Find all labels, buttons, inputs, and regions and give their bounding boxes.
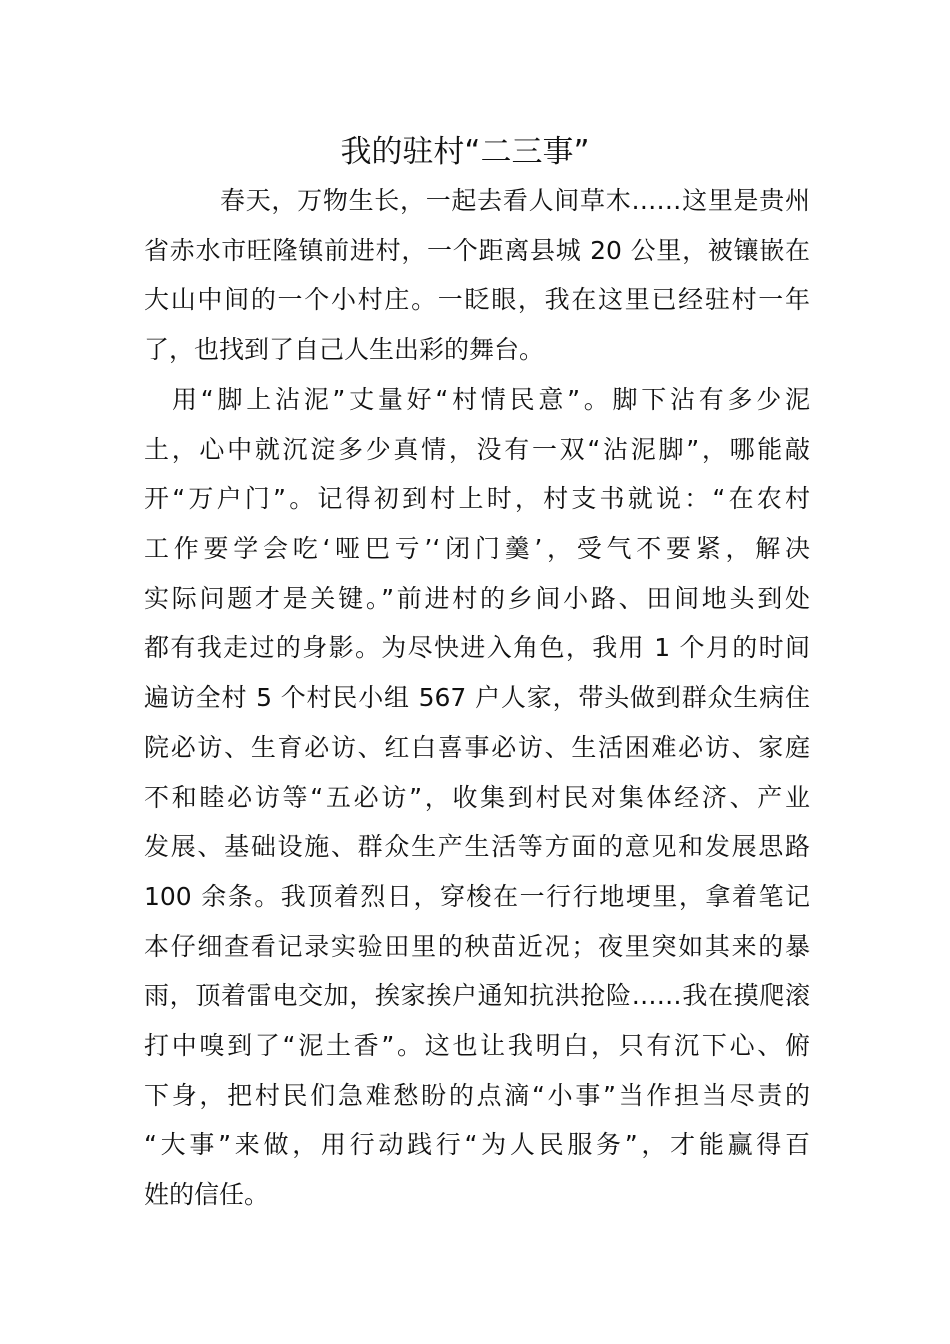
paragraph-line: 打中嗅到了“泥土香”。这也让我明白，只有沉下心、俯	[144, 1030, 810, 1060]
paragraph-line: 遍访全村 5 个村民小组 567 户人家，带头做到群众生病住	[144, 683, 810, 713]
paragraph-line: 院必访、生育必访、红白喜事必访、生活困难必访、家庭	[144, 732, 810, 762]
paragraph-line: “大事”来做，用行动践行“为人民服务”，才能赢得百	[144, 1130, 810, 1160]
paragraph-line: 土，心中就沉淀多少真情，没有一双“沾泥脚”，哪能敲	[144, 434, 810, 464]
paragraph-line: 雨，顶着雷电交加，挨家挨户通知抗洪抢险……我在摸爬滚	[144, 981, 810, 1011]
paragraph-main	[144, 375, 810, 1220]
paragraph-line: 了，也找到了自己人生出彩的舞台。	[144, 335, 545, 365]
paragraph-line: 实际问题才是关键。”前进村的乡间小路、田间地头到处	[144, 583, 810, 613]
paragraph-line: 100 余条。我顶着烈日，穿梭在一行行地埂里，拿着笔记	[144, 881, 810, 911]
paragraph-line: 发展、基础设施、群众生产生活等方面的意见和发展思路	[144, 832, 810, 862]
paragraph-line: 省赤水市旺隆镇前进村，一个距离县城 20 公里，被镶嵌在	[144, 235, 810, 265]
paragraph-intro	[144, 176, 810, 375]
paragraph-line: 本仔细查看记录实验田里的秧苗近况；夜里突如其来的暴	[144, 931, 810, 961]
paragraph-line: 大山中间的一个小村庄。一眨眼，我在这里已经驻村一年	[144, 285, 810, 315]
paragraph-line: 下身，把村民们急难愁盼的点滴“小事”当作担当尽责的	[144, 1080, 810, 1110]
paragraph-line: 不和睦必访等“五必访”，收集到村民对集体经济、产业	[144, 782, 810, 812]
paragraph-line: 工作要学会吃‘哑巴亏’‘闭门羹’，受气不要紧，解决	[144, 534, 810, 564]
paragraph-line: 开“万户门”。记得初到村上时，村支书就说：“在农村	[144, 484, 810, 514]
paragraph-line: 姓的信任。	[144, 1180, 270, 1209]
paragraph-line: 春天，万物生长，一起去看人间草木……这里是贵州	[220, 186, 810, 215]
page-title: 我的驻村“二三事”	[340, 134, 590, 170]
paragraph-line: 用“脚上沾泥”丈量好“村情民意”。脚下沾有多少泥	[172, 385, 810, 414]
paragraph-line: 都有我走过的身影。为尽快进入角色，我用 1 个月的时间	[144, 633, 810, 663]
